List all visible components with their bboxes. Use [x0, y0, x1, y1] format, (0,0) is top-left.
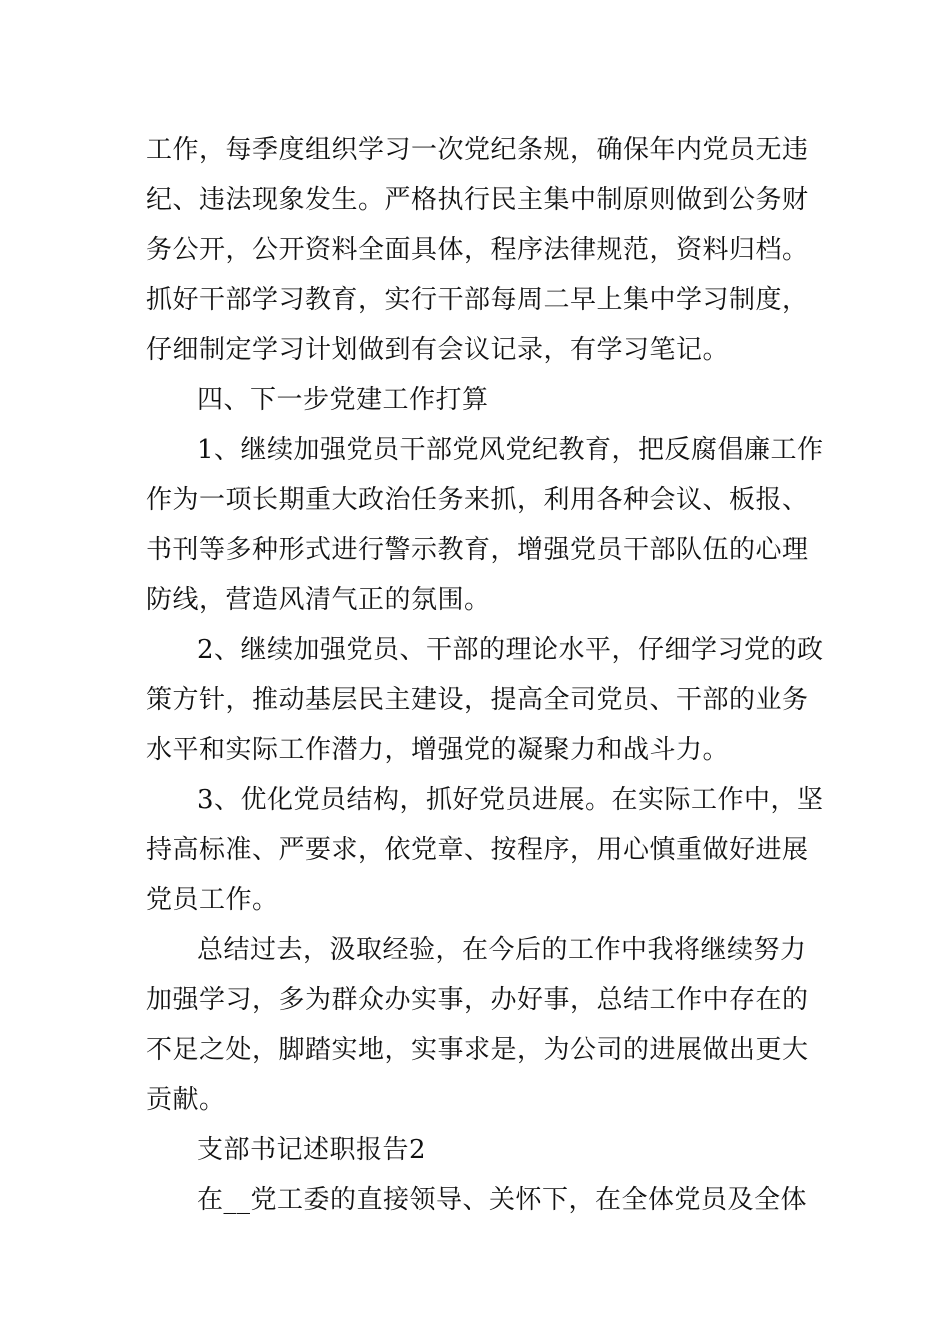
paragraph-first-line: 1、继续加强党员干部党风党纪教育，把反腐倡廉工作	[197, 435, 824, 465]
body-text-line: 防线，营造风清气正的氛围。	[146, 585, 491, 615]
body-text-line: 党员工作。	[146, 885, 279, 915]
body-text-line: 纪、违法现象发生。严格执行民主集中制原则做到公务财	[146, 185, 809, 215]
paragraph-first-line: 总结过去，汲取经验，在今后的工作中我将继续努力	[197, 935, 807, 965]
body-text-line: 抓好干部学习教育，实行干部每周二早上集中学习制度，	[146, 285, 809, 315]
body-text-line: 工作，每季度组织学习一次党纪条规，确保年内党员无违	[146, 135, 809, 165]
section-heading: 四、下一步党建工作打算	[197, 385, 489, 415]
body-text-line: 贡献。	[146, 1085, 226, 1115]
paragraph-first-line: 2、继续加强党员、干部的理论水平，仔细学习党的政	[197, 635, 824, 665]
body-text-line: 务公开，公开资料全面具体，程序法律规范，资料归档。	[146, 235, 809, 265]
body-text-line: 书刊等多种形式进行警示教育，增强党员干部队伍的心理	[146, 535, 809, 565]
body-text-line: 不足之处，脚踏实地，实事求是，为公司的进展做出更大	[146, 1035, 809, 1065]
paragraph-first-line: 3、优化党员结构，抓好党员进展。在实际工作中，坚	[197, 785, 824, 815]
body-text-line: 持高标准、严要求，依党章、按程序，用心慎重做好进展	[146, 835, 809, 865]
body-text-line: 水平和实际工作潜力，增强党的凝聚力和战斗力。	[146, 735, 730, 765]
report-title: 支部书记述职报告2	[197, 1135, 427, 1165]
body-text-line: 作为一项长期重大政治任务来抓，利用各种会议、板报、	[146, 485, 809, 515]
body-text-line: 加强学习，多为群众办实事，办好事，总结工作中存在的	[146, 985, 809, 1015]
paragraph-first-line: 在__党工委的直接领导、关怀下，在全体党员及全体	[197, 1185, 808, 1215]
body-text-line: 仔细制定学习计划做到有会议记录，有学习笔记。	[146, 335, 730, 365]
body-text-line: 策方针，推动基层民主建设，提高全司党员、干部的业务	[146, 685, 809, 715]
